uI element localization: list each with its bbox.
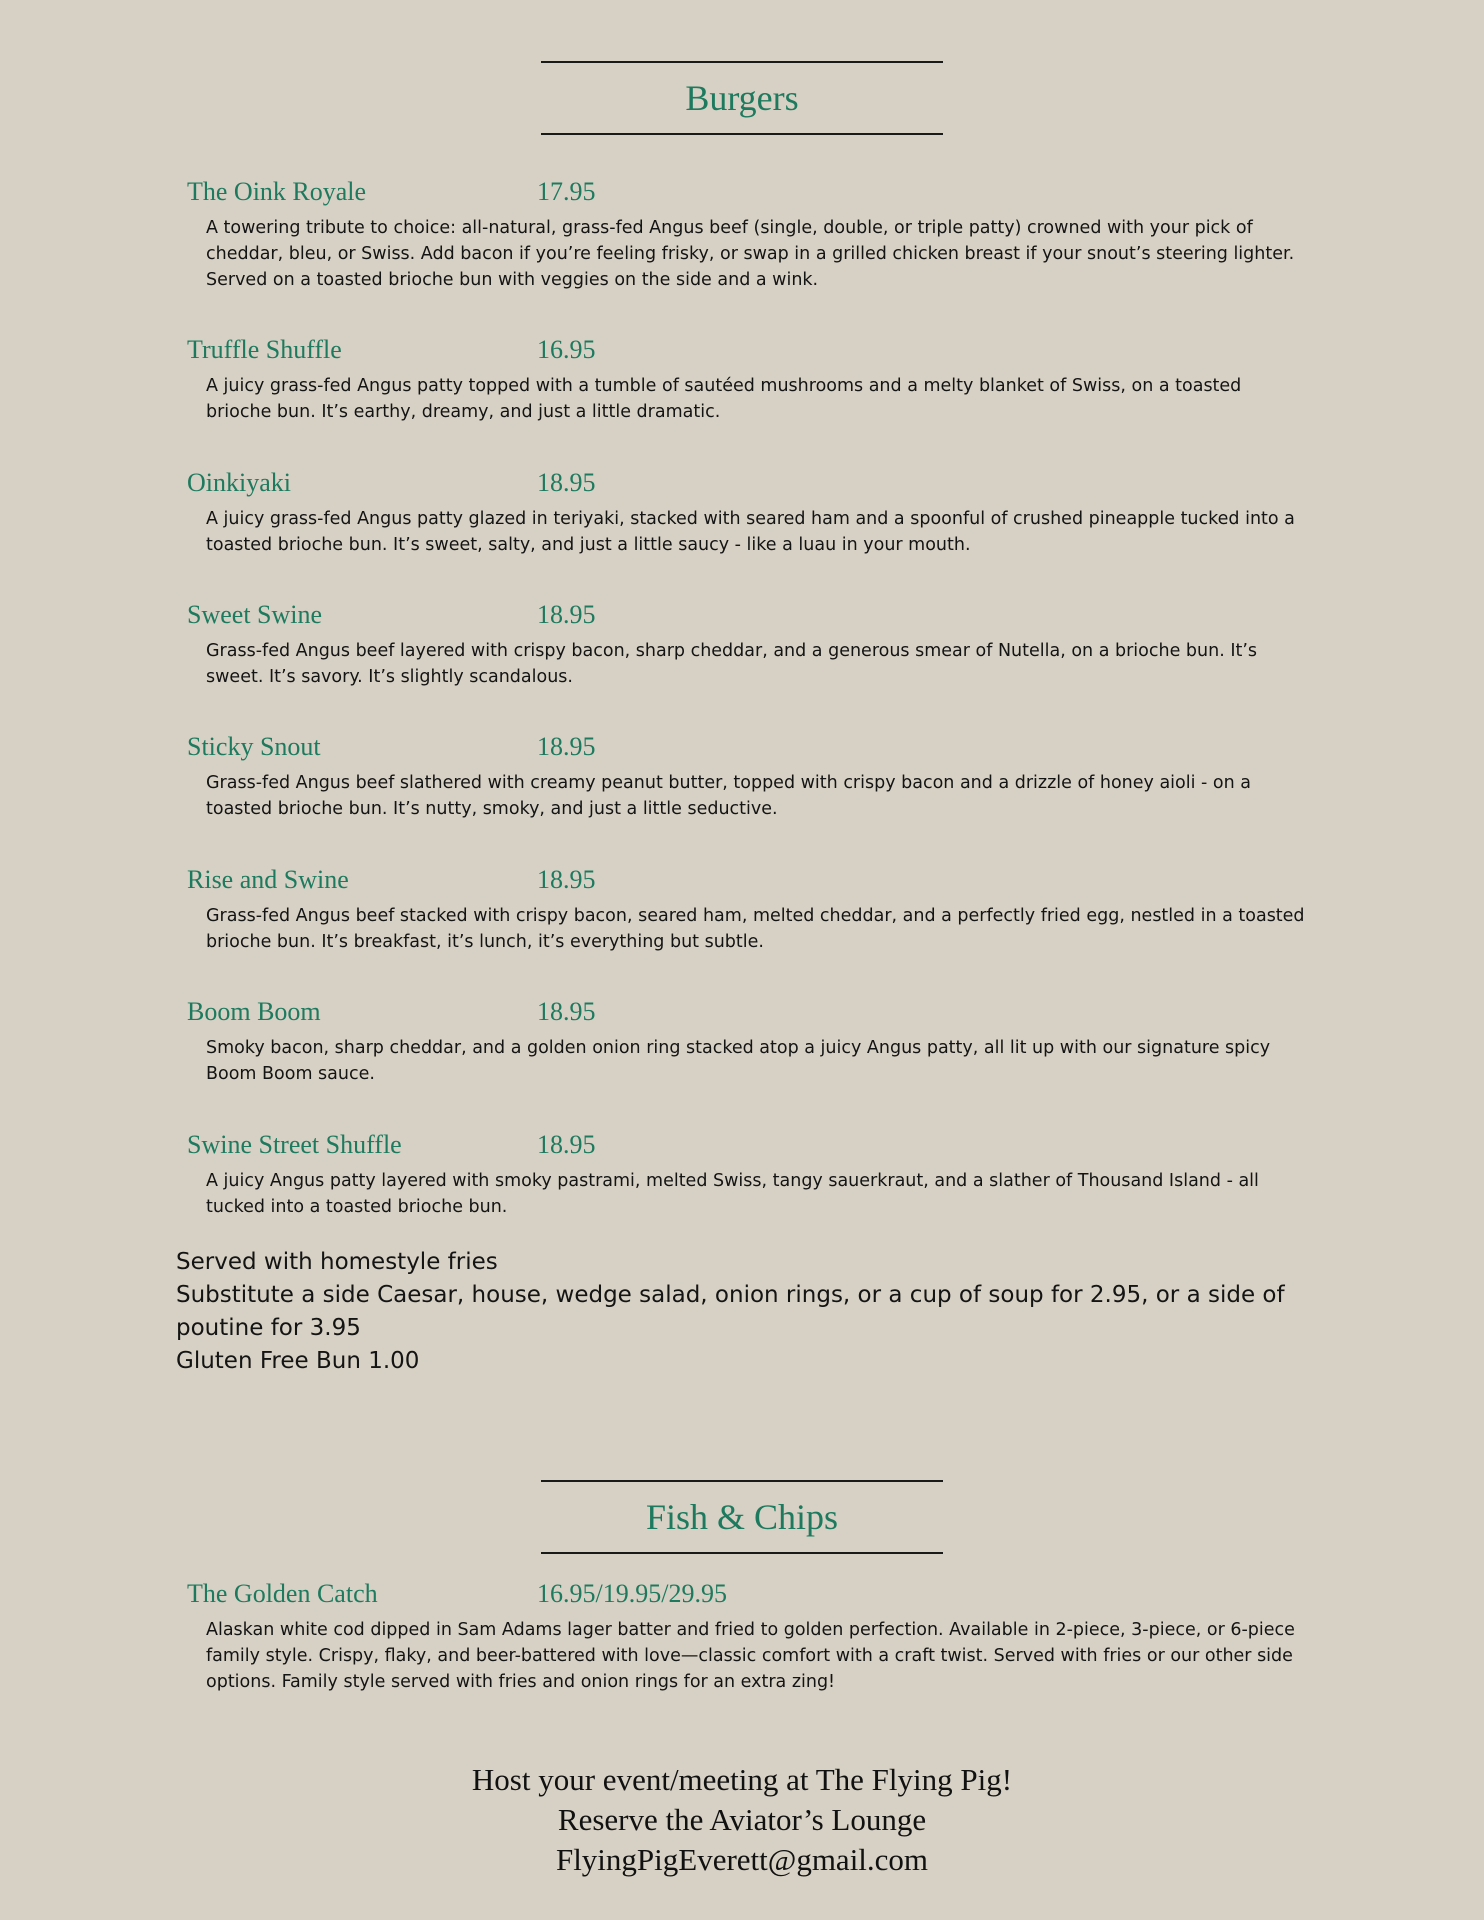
menu-item-description: Smoky bacon, sharp cheddar, and a golden onion ring stacked atop a juicy Angus patty, all lit up with our signature spicy Boom Boom sauce.	[206, 1038, 1271, 1084]
menu-item-price: 17.95	[537, 177, 596, 206]
menu-item	[187, 175, 1307, 293]
menu-item-name: Rise and Swine	[187, 865, 349, 894]
menu-item-description: Alaskan white cod dipped in Sam Adams lager batter and fried to golden perfection. Available in 2-piece, 3-piece, or 6-piece family style. Crispy, flaky, and beer-battered with love—classic comfort with a craft twist. Served with fries or our other side options. Family style served with fries and onion rings for an extra zing!	[206, 1620, 1295, 1692]
burgers-section-title: Burgers	[685, 78, 799, 118]
menu-item-description: Grass-fed Angus beef stacked with crispy bacon, seared ham, melted cheddar, and a perfectly fried egg, nestled in a toasted brioche bun. It’s breakfast, it’s lunch, it’s everything but subtle.	[206, 906, 1305, 952]
menu-item-description: A juicy Angus patty layered with smoky pastrami, melted Swiss, tangy sauerkraut, and a slather of Thousand Island - all tucked into a toasted brioche bun.	[206, 1171, 1259, 1217]
footer-email: FlyingPigEverett@gmail.com	[555, 1842, 929, 1877]
menu-item-price: 18.95	[537, 600, 596, 629]
menu-item	[187, 863, 1307, 955]
menu-item-header	[187, 1128, 1307, 1162]
menu-item-name: Oinkiyaki	[187, 468, 291, 497]
fish-chips-section-header	[541, 1480, 943, 1554]
menu-item-price: 16.95/19.95/29.95	[537, 1579, 727, 1608]
menu-item-name: Truffle Shuffle	[187, 335, 342, 364]
menu-item-header	[187, 863, 1307, 897]
note-substitute: Substitute a side Caesar, house, wedge salad, onion rings, or a cup of soup for 2.95, or a side of poutine for 3.95	[176, 1282, 1285, 1341]
menu-item	[187, 333, 1307, 425]
menu-item	[187, 598, 1307, 690]
menu-item-price: 18.95	[537, 732, 596, 761]
menu-item-header	[187, 995, 1307, 1029]
note-gluten-free: Gluten Free Bun 1.00	[176, 1348, 420, 1374]
menu-item	[187, 995, 1307, 1087]
menu-item-name: The Golden Catch	[187, 1579, 378, 1608]
footer-event-line: Host your event/meeting at The Flying Pig!	[471, 1762, 1013, 1797]
menu-item-description: A towering tribute to choice: all-natural, grass-fed Angus beef (single, double, or triple patty) crowned with your pick of cheddar, bleu, or Swiss. Add bacon if you’re feeling frisky, or swap in a grilled chicken breast if your snout’s steering lighter. Served on a toasted brioche bun with veggies on the side and a wink.	[206, 218, 1295, 290]
menu-item-header	[187, 730, 1307, 764]
menu-item-header	[187, 175, 1307, 209]
fish-chips-section-title: Fish & Chips	[645, 1497, 839, 1537]
menu-item-description: Grass-fed Angus beef layered with crispy bacon, sharp cheddar, and a generous smear of Nutella, on a brioche bun. It’s sweet. It’s savory. It’s slightly scandalous.	[206, 641, 1258, 687]
burgers-section-header	[541, 61, 943, 135]
menu-item-description: A juicy grass-fed Angus patty glazed in teriyaki, stacked with seared ham and a spoonful of crushed pineapple tucked into a toasted brioche bun. It’s sweet, salty, and just a little saucy - like a luau in your mouth.	[206, 509, 1295, 555]
menu-item-name: Sweet Swine	[187, 600, 323, 629]
menu-item-price: 18.95	[537, 865, 596, 894]
menu-item-header	[187, 598, 1307, 632]
menu-item	[187, 1577, 1307, 1695]
menu-item-name: Sticky Snout	[187, 732, 321, 761]
menu-item-name: The Oink Royale	[187, 177, 367, 206]
menu-item-price: 16.95	[537, 335, 596, 364]
menu-item-price: 18.95	[537, 468, 596, 497]
menu-item-price: 18.95	[537, 997, 596, 1026]
menu-item-price: 18.95	[537, 1130, 596, 1159]
menu-item-header	[187, 1577, 1307, 1611]
footer-lounge-line: Reserve the Aviator’s Lounge	[557, 1802, 927, 1837]
burgers-notes	[176, 1246, 1296, 1378]
menu-item	[187, 1128, 1307, 1220]
event-footer	[0, 1760, 1484, 1880]
menu-item	[187, 466, 1307, 558]
menu-item	[187, 730, 1307, 822]
menu-item-description: A juicy grass-fed Angus patty topped with a tumble of sautéed mushrooms and a melty blanket of Swiss, on a toasted brioche bun. It’s earthy, dreamy, and just a little dramatic.	[206, 376, 1242, 422]
menu-item-header	[187, 466, 1307, 500]
menu-item-header	[187, 333, 1307, 367]
menu-item-name: Swine Street Shuffle	[187, 1130, 402, 1159]
menu-item-description: Grass-fed Angus beef slathered with creamy peanut butter, topped with crispy bacon and a drizzle of honey aioli - on a toasted brioche bun. It’s nutty, smoky, and just a little seductive.	[206, 773, 1252, 819]
note-fries: Served with homestyle fries	[176, 1249, 498, 1275]
menu-item-name: Boom Boom	[187, 997, 321, 1026]
